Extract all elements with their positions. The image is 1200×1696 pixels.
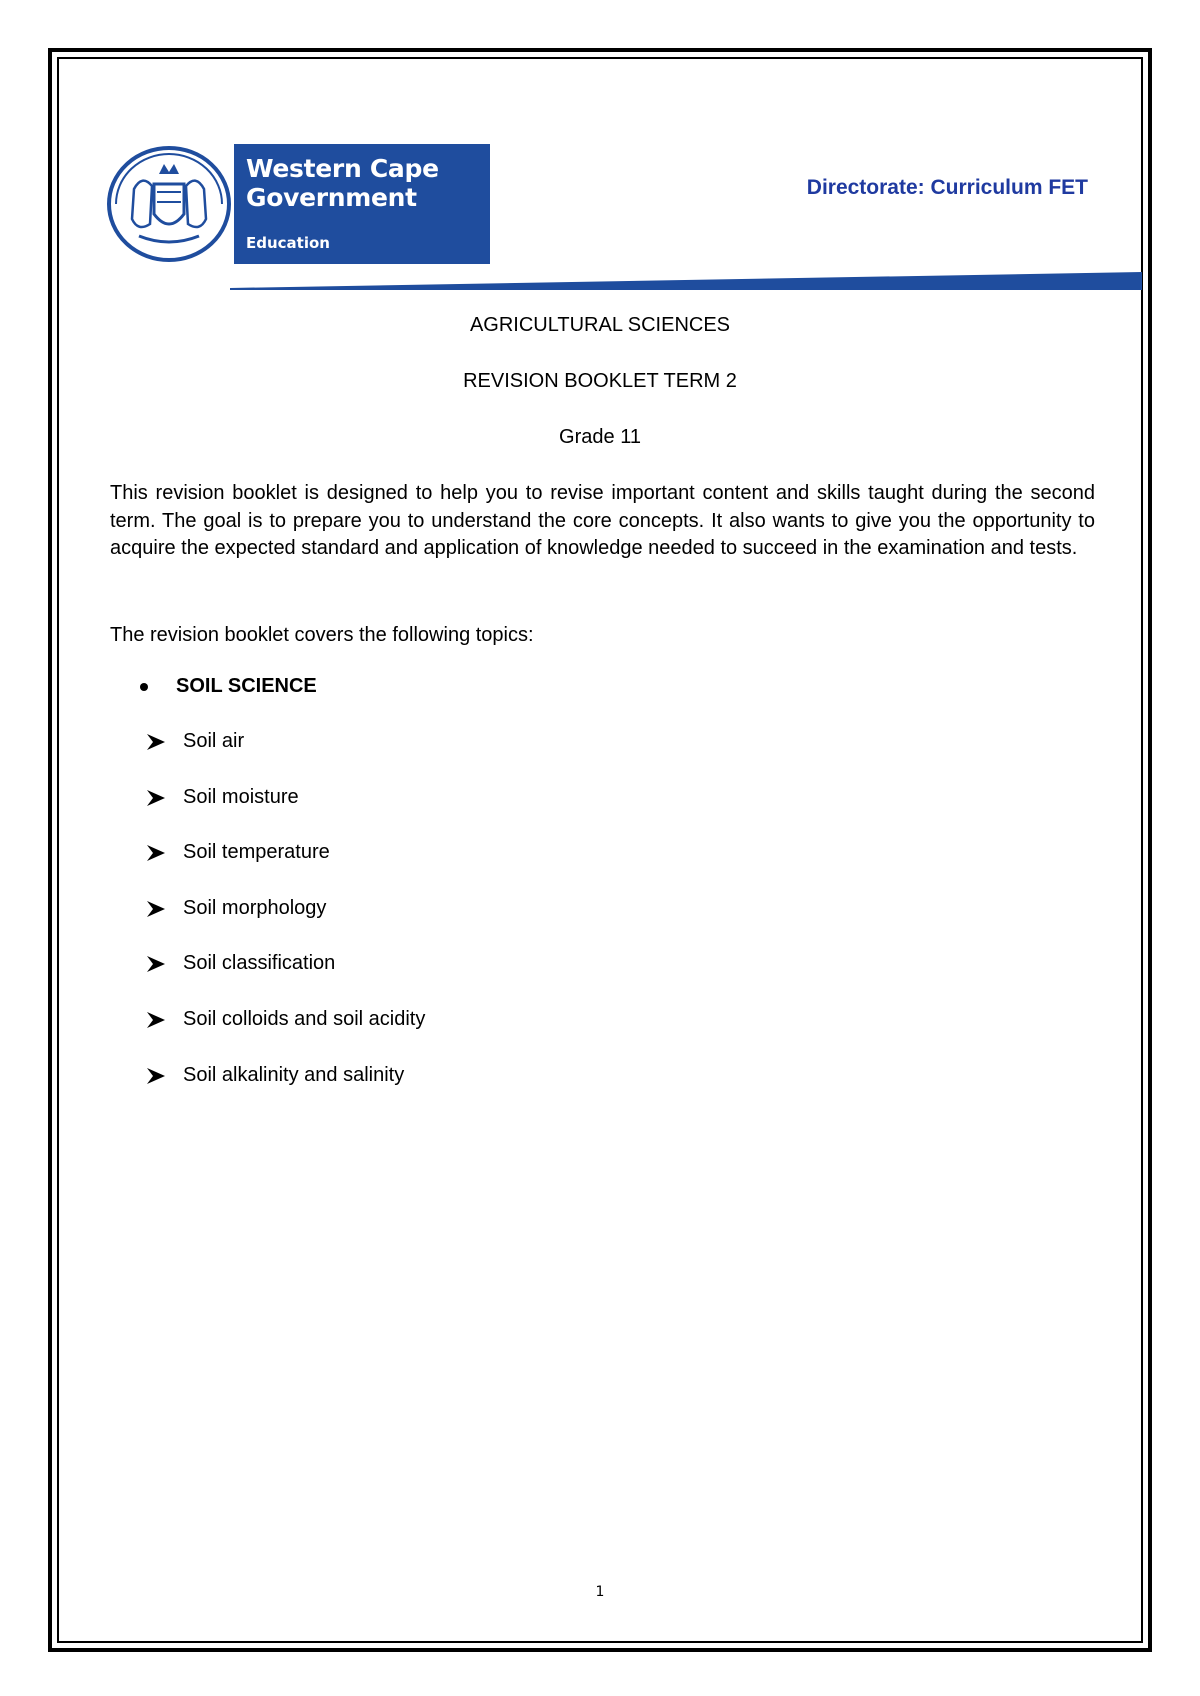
topics-intro: The revision booklet covers the following topics: bbox=[110, 624, 534, 646]
arrow-bullet-icon bbox=[145, 1067, 167, 1085]
arrow-bullet-icon bbox=[145, 789, 167, 807]
logo-text-panel bbox=[234, 144, 490, 264]
list-item-label: Soil alkalinity and salinity bbox=[183, 1063, 405, 1086]
list-item-label: Soil moisture bbox=[183, 785, 299, 808]
list-item bbox=[145, 786, 425, 842]
list-item bbox=[145, 897, 425, 953]
logo-subline: Education bbox=[246, 234, 330, 252]
list-item bbox=[145, 730, 425, 786]
topic-list bbox=[145, 730, 425, 1119]
western-cape-government-logo bbox=[104, 144, 490, 264]
logo-line-2: Government bbox=[246, 183, 417, 212]
directorate-label: Directorate: Curriculum FET bbox=[806, 176, 1088, 199]
list-item-label: Soil air bbox=[183, 730, 245, 752]
arrow-bullet-icon bbox=[145, 733, 167, 751]
arrow-bullet-icon bbox=[145, 1011, 167, 1029]
topic-heading bbox=[140, 675, 317, 698]
list-item-label: Soil colloids and soil acidity bbox=[183, 1007, 426, 1030]
list-item bbox=[145, 952, 425, 1008]
list-item bbox=[145, 841, 425, 897]
list-item bbox=[145, 1008, 425, 1064]
subject-title: AGRICULTURAL SCIENCES bbox=[469, 314, 731, 336]
list-item-label: Soil temperature bbox=[183, 841, 330, 864]
page-number: 1 bbox=[595, 1584, 605, 1600]
list-item-label: Soil classification bbox=[183, 952, 336, 975]
booklet-title: REVISION BOOKLET TERM 2 bbox=[463, 370, 737, 392]
logo-line-1: Western Cape bbox=[246, 154, 439, 183]
topic-heading-label: SOIL SCIENCE bbox=[176, 675, 317, 697]
coat-of-arms-icon bbox=[104, 144, 234, 264]
arrow-bullet-icon bbox=[145, 844, 167, 862]
list-item-label: Soil morphology bbox=[183, 896, 327, 919]
header-rule bbox=[230, 268, 1142, 290]
arrow-bullet-icon bbox=[145, 955, 167, 973]
list-item bbox=[145, 1064, 425, 1120]
grade-title: Grade 11 bbox=[559, 426, 641, 448]
bullet-icon bbox=[140, 683, 148, 691]
intro-paragraph: This revision booklet is designed to help you to revise important content and skills taught during the second term. The goal is to prepare you to understand the core concepts. It also wants to give you the opportunity to acquire the expected standard and application of knowledge needed to succeed in the examination and tests. bbox=[110, 482, 1095, 559]
arrow-bullet-icon bbox=[145, 900, 167, 918]
